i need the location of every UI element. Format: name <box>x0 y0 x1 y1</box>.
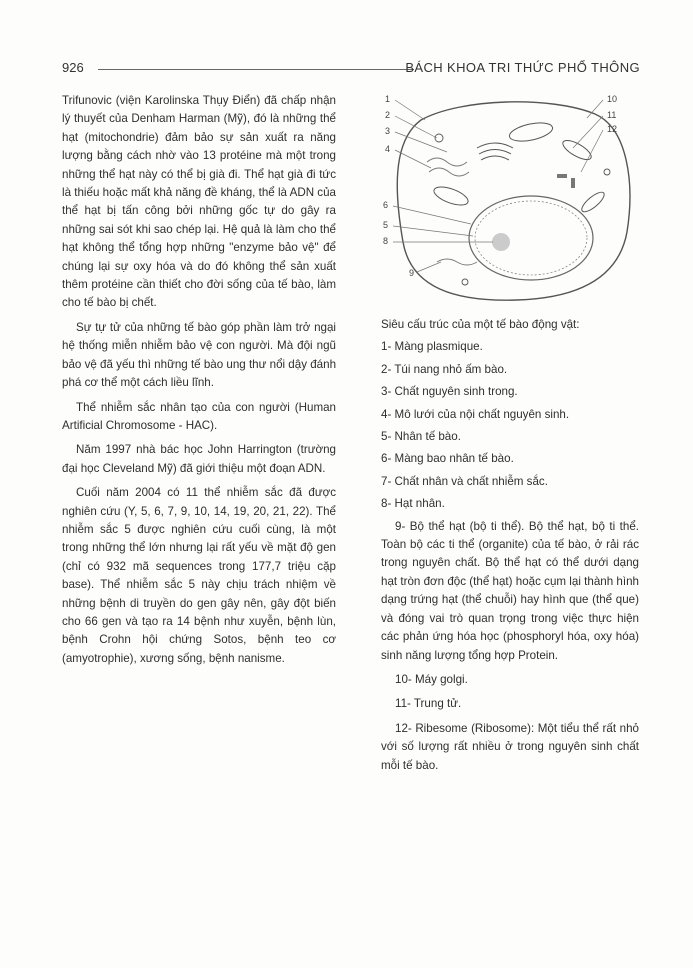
paragraph: Thể nhiễm sắc nhân tạo của con người (Human Artificial Chromosome - HAC). <box>62 400 336 432</box>
book-title: BÁCH KHOA TRI THỨC PHỔ THÔNG <box>405 60 640 75</box>
figure-label: 1 <box>385 94 391 104</box>
legend-item: 8- Hạt nhân. <box>381 497 445 511</box>
legend-paragraph: 11- Trung tử. <box>395 697 462 711</box>
legend-item: 7- Chất nhân và chất nhiễm sắc. <box>381 474 548 488</box>
legend-item: 4- Mô lưới của nội chất nguyên sinh. <box>381 407 570 421</box>
legend-paragraph: 12- Ribesome (Ribosome): Một tiểu thể rất nhỏ với số lượng rất nhiều ở trong nguyên sinh chất mỗi tế bào. <box>381 721 639 772</box>
leader-line <box>393 206 471 224</box>
centriole <box>557 174 567 178</box>
legend-item: 3- Chất nguyên sinh trong. <box>381 385 518 399</box>
paragraph: Trifunovic (viện Karolinska Thụy Điển) đã chấp nhận lý thuyết của Denham Harman (Mỹ), đó là những thể hạt (mitochondrie) đảm bảo sự sản xuất ra năng lượng bằng cách nhờ vào 13 protéine mà một trong những thể hạt này có thể bị già đi. Thể hạt già đi tức là thiếu hoặc mất khả năng đề kháng, thể là ADN của thể hạt bị tấn công bởi những gốc tự do gây ra những sai sót khi sao chép lại. Hệ quả là làm cho thể hạt không thể tổng hợp những "enzyme bảo vệ" để chúng lại sự oxy hóa và do đó không thể sản xuất thêm protéine cần thiết cho đời sống của tế bào, làm cho tế bào bị chết. <box>62 94 336 310</box>
golgi-apparatus <box>477 143 513 160</box>
figure-label: 4 <box>385 144 391 154</box>
legend-paragraph: 10- Máy golgi. <box>395 672 468 686</box>
legend-item: 5- Nhân tế bào. <box>381 430 461 444</box>
legend-item: 1- Màng plasmique. <box>381 340 483 354</box>
figure-label: 5 <box>383 220 389 230</box>
left-column <box>62 92 336 674</box>
figure-label: 10 <box>607 94 618 104</box>
figure-caption: Siêu cấu trúc của một tế bào động vật: <box>381 318 580 331</box>
leader-line <box>395 150 431 168</box>
figure-label: 11 <box>607 110 617 120</box>
centriole <box>571 178 575 188</box>
mitochondrion <box>560 137 594 163</box>
legend-paragraph: 9- Bộ thể hạt (bộ ti thể). Bộ thể hạt, bộ ti thể. Toàn bộ các ti thể (organite) của tế bào, ở rải rác trong nguyên chất. Bộ thể hạt có thể dưới dạng hạt tròn đơn độc (thể hạt) hoặc cụm lại thành hình dạng trứng hạt (thể chuỗi) hay hình que (thể que) và đóng vai trò quan trọng trong việc thực hiện các phản ứng hóa học (phosphoryl hóa, oxy hóa) sinh năng lượng tổng hợp Protein. <box>381 519 639 662</box>
right-column <box>381 316 639 781</box>
nucleus-inner <box>475 201 587 275</box>
endoplasmic-reticulum <box>427 158 477 265</box>
vesicle <box>462 279 468 285</box>
nucleolus <box>492 233 510 251</box>
paragraph: Sự tự tử của những tế bào góp phần làm trở ngại hệ thống miễn nhiễm bảo vệ con người. Mà đội ngũ bảo vệ đã yếu thì những tế bào ung thư nổi dậy đánh phá cơ thể một cách liều lĩnh. <box>62 320 337 390</box>
leader-line <box>393 226 473 236</box>
figure-label: 6 <box>383 200 389 210</box>
vesicle <box>604 169 610 175</box>
leader-line <box>417 262 441 272</box>
header-rule <box>98 69 414 70</box>
cell-membrane <box>397 102 630 300</box>
mitochondrion <box>579 189 607 215</box>
figure-label: 9 <box>409 268 415 278</box>
cell-illustration <box>381 92 639 308</box>
mitochondrion <box>432 183 471 208</box>
figure-label: 12 <box>607 124 618 134</box>
cell-diagram <box>381 92 639 308</box>
figure-label: 2 <box>385 110 391 120</box>
leader-line <box>395 100 425 120</box>
paragraph: Năm 1997 nhà bác học John Harrington (trường đại học Cleveland Mỹ) đã giới thiệu một đoạn ADN. <box>62 443 336 475</box>
mitochondrion <box>508 120 554 145</box>
paragraph: Cuối năm 2004 có 11 thể nhiễm sắc đã được nghiên cứu (Y, 5, 6, 7, 9, 10, 14, 19, 20, 21, 22). Thể nhiễm sắc 5 được nghiên cứu cuối cùng, là một trong những thể lớn nhưng lại rất yếu về mặt độ gen (chỉ có 932 mã sequences trong 177,7 triệu cặp base). Thể nhiễm sắc 5 này chịu trách nhiệm về những bệnh di truyền do gen gây nên, gây đột biến cho 66 gen và tạo ra 14 bệnh như xuyễn, bệnh lùn, bệnh Crohn hội chứng Sotos, bệnh teo cơ (amyotrophie), xương sống, bệnh nanisme. <box>62 486 336 665</box>
page-header <box>62 60 640 78</box>
legend-item: 6- Màng bao nhân tế bào. <box>381 452 514 466</box>
vesicle <box>435 134 443 142</box>
leader-line <box>573 116 603 148</box>
figure-label: 8 <box>383 236 389 246</box>
legend-item: 2- Túi nang nhỏ ấm bào. <box>381 362 508 376</box>
page-number: 926 <box>62 60 84 75</box>
cell-nucleus <box>469 196 593 280</box>
figure-label: 3 <box>385 126 391 136</box>
leader-line <box>587 100 603 118</box>
